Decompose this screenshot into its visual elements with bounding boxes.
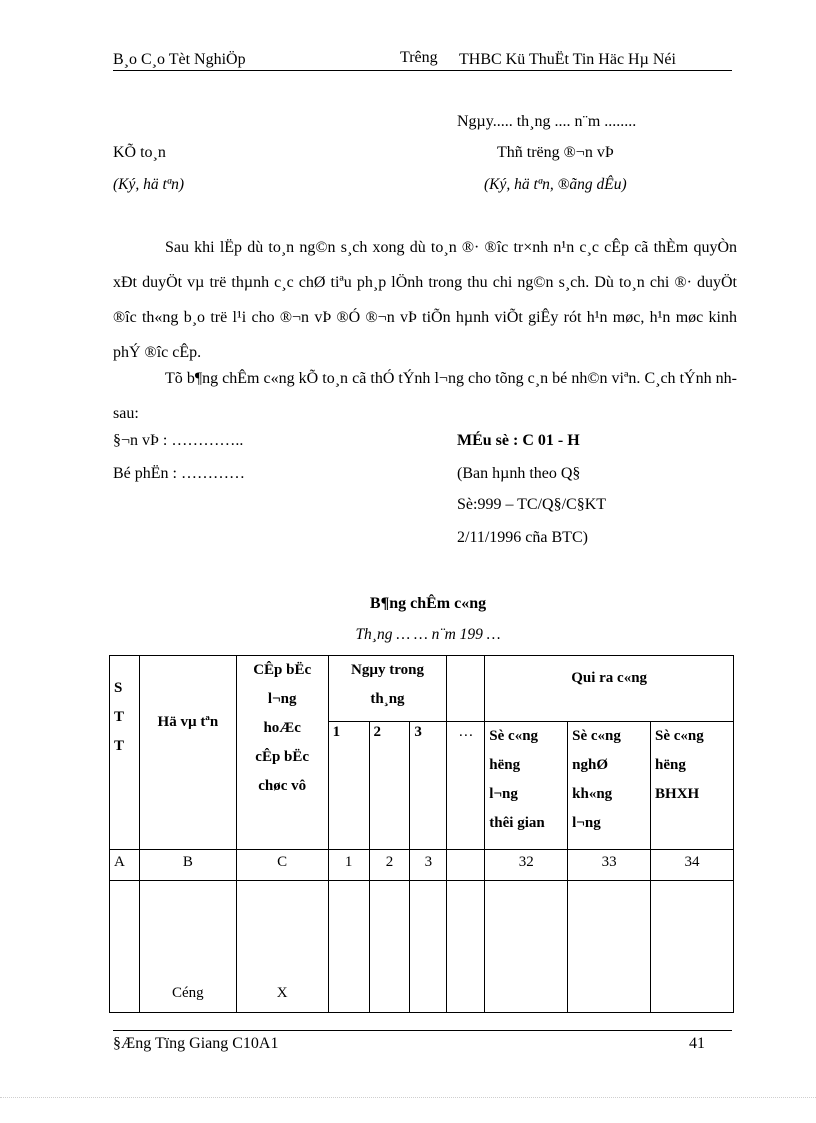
stt-header: S T T xyxy=(110,656,140,850)
header-left: B¸o C¸o Tèt NghiÖp xyxy=(113,51,246,68)
grade-header: CÊp bËc l¬ng hoÆc cÊp bËc chøc vô xyxy=(236,656,328,850)
ellipsis-header: … xyxy=(447,722,485,850)
day-2-header: 2 xyxy=(369,722,410,850)
empty-cell xyxy=(369,881,410,1013)
header-right-prefix: Trêng xyxy=(400,49,438,66)
code-cell: 34 xyxy=(651,850,734,881)
code-cell: 32 xyxy=(485,850,568,881)
table-title: B¶ng chÊm c«ng xyxy=(369,595,487,612)
social-insurance-header: Sè c«ng hëng BHXH xyxy=(651,722,734,850)
unpaid-leave-header: Sè c«ng nghØ kh«ng l¬ng xyxy=(568,722,651,850)
code-cell: 33 xyxy=(568,850,651,881)
ellipsis-header-blank xyxy=(447,656,485,722)
department-field: Bé phËn : ………… xyxy=(113,465,245,482)
signature-right-title: Thñ trëng ®¬n vÞ xyxy=(497,144,614,161)
empty-cell xyxy=(110,881,140,1013)
day-3-header: 3 xyxy=(410,722,447,850)
page-number: 41 xyxy=(689,1035,705,1052)
form-line-1: (Ban hµnh theo Q§ xyxy=(457,465,581,482)
empty-cell xyxy=(651,881,734,1013)
paid-days-header: Sè c«ng hëng l¬ng thêi gian xyxy=(485,722,568,850)
code-cell: C xyxy=(236,850,328,881)
empty-cell xyxy=(410,881,447,1013)
paragraph-1: Sau khi lËp dù to¸n ng©n s¸ch xong dù to¸n ®· ®îc tr×nh n¹n c¸c cÊp cã thÈm quyÒn xÐt duyÖt vµ trë thµnh c¸c chØ tiªu ph¸p lÖnh trong thu chi ng©n s¸ch. Dù to¸n chi ®· duyÖt ®îc th«ng b¸o trë l¹i cho ®¬n vÞ ®Ó ®¬n vÞ tiÕn hµnh viÕt giÊy rót h¹n møc, h¹n møc kinh phÝ ®îc cÊp. xyxy=(113,239,737,361)
date-line: Ngµy..... th¸ng .... n¨m ........ xyxy=(457,113,637,130)
total-grade-mark: X xyxy=(236,881,328,1013)
total-label: Céng xyxy=(139,881,236,1013)
code-cell: 1 xyxy=(328,850,369,881)
header-rule xyxy=(113,70,732,71)
code-row xyxy=(110,850,734,881)
signature-left-note: (Ký, hä tªn) xyxy=(113,176,184,193)
unit-field: §¬n vÞ : ………….. xyxy=(113,432,244,449)
empty-cell xyxy=(447,881,485,1013)
code-cell: B xyxy=(139,850,236,881)
total-row xyxy=(110,881,734,1013)
empty-cell xyxy=(568,881,651,1013)
code-cell xyxy=(447,850,485,881)
empty-cell xyxy=(328,881,369,1013)
signature-left-title: KÕ to¸n xyxy=(113,144,166,161)
paragraph-2: Tõ b¶ng chÊm c«ng kÕ to¸n cã thÓ tÝnh l¬ng cho tõng c¸n bé nh©n viªn. C¸ch tÝnh nh sau: xyxy=(113,370,737,422)
timesheet-table xyxy=(109,655,734,1013)
code-cell: A xyxy=(110,850,140,881)
page-edge xyxy=(0,1097,816,1098)
footer-rule xyxy=(113,1030,732,1031)
table-subtitle: Th¸ng … … n¨m 199 … xyxy=(355,626,501,643)
name-header: Hä vµ tªn xyxy=(139,656,236,850)
signature-right-note: (Ký, hä tªn, ®ãng dÊu) xyxy=(484,176,627,193)
empty-cell xyxy=(485,881,568,1013)
form-line-3: 2/11/1996 cña BTC) xyxy=(457,529,588,546)
header-right: THBC Kü ThuËt Tin Häc Hµ Néi xyxy=(459,51,676,68)
work-summary-header: Qui ra c«ng xyxy=(485,656,734,722)
form-line-2: Sè:999 – TC/Q§/C§KT xyxy=(457,496,607,513)
code-cell: 2 xyxy=(369,850,410,881)
form-number: MÉu sè : C 01 - H xyxy=(457,432,580,449)
days-in-month-header: Ngµy trong th¸ng xyxy=(328,656,447,722)
day-1-header: 1 xyxy=(328,722,369,850)
code-cell: 3 xyxy=(410,850,447,881)
footer-author: §Æng Tïng Giang C10A1 xyxy=(113,1035,279,1052)
